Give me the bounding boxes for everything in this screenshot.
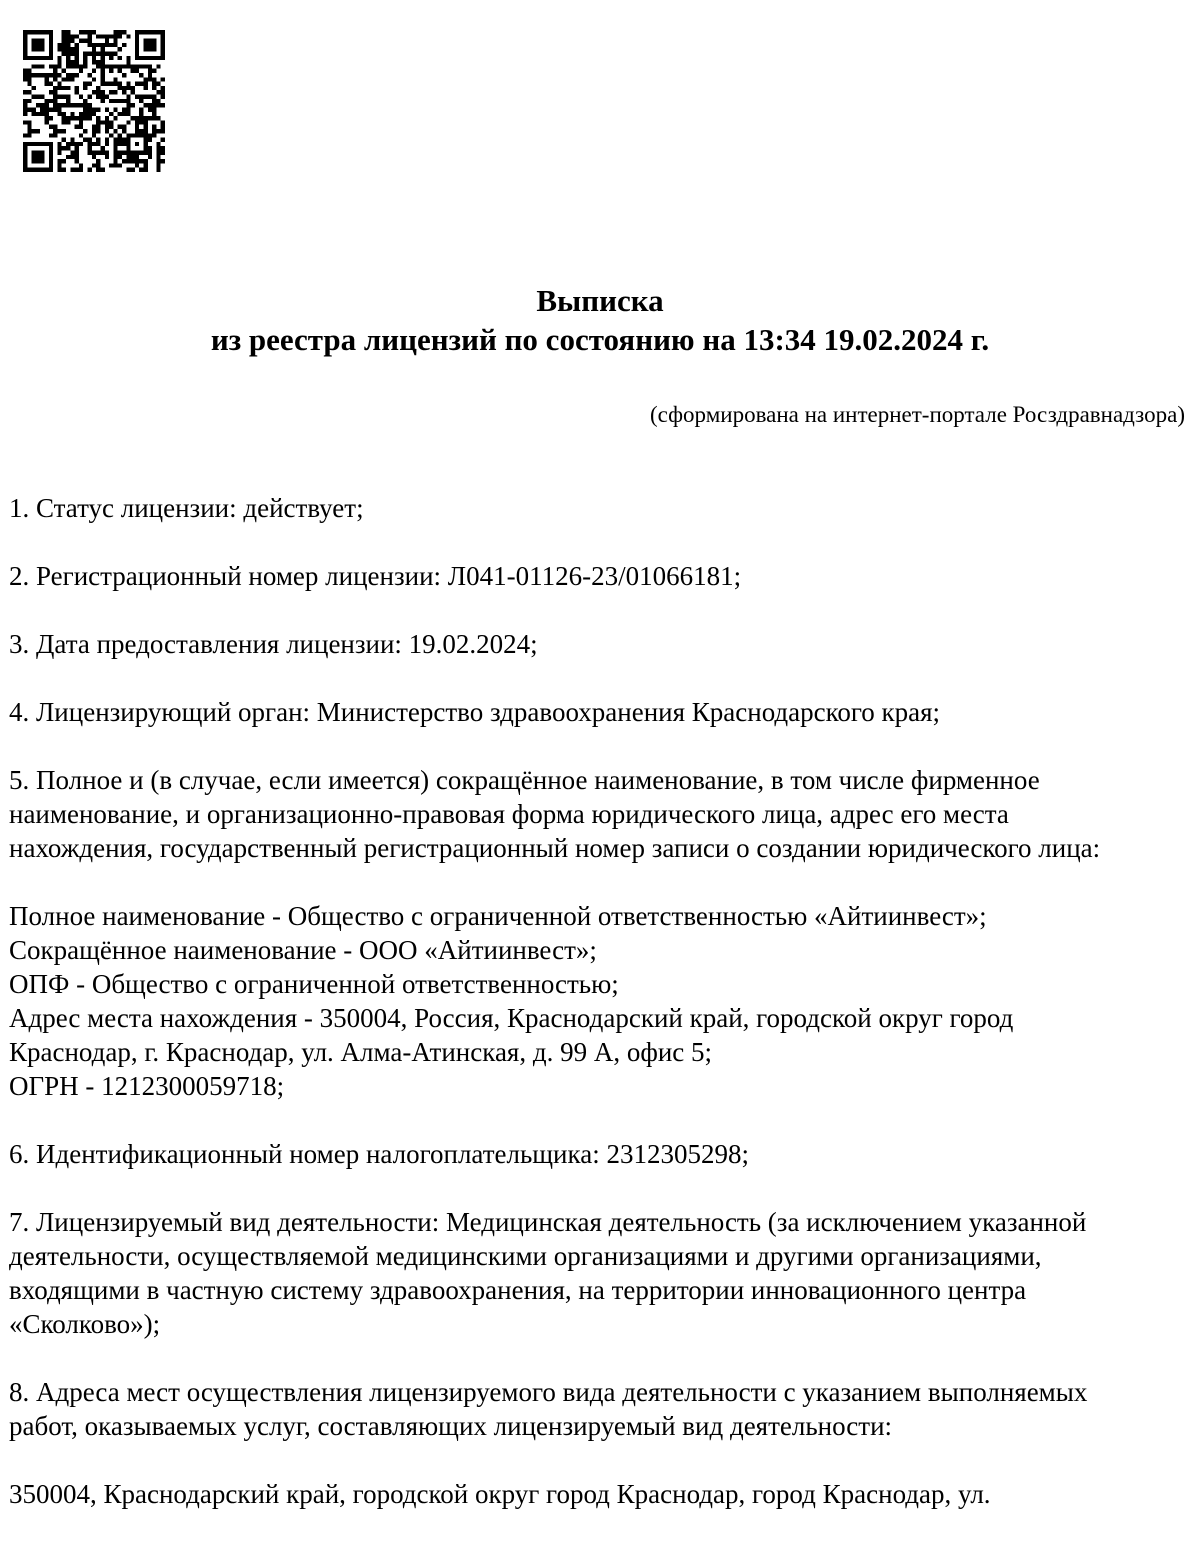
taxpayer-inn-line: 6. Идентификационный номер налогоплательщика: 2312305298; xyxy=(9,1139,749,1169)
qr-code-image xyxy=(23,30,165,172)
org-short-name: Сокращённое наименование - ООО «Айтиинвест»; xyxy=(9,935,597,965)
addresses-heading-line-2: работ, оказываемых услуг, составляющих лицензируемый вид деятельности: xyxy=(9,1411,893,1441)
addresses-heading-line-1: 8. Адреса мест осуществления лицензируемого вида деятельности с указанием выполняемых xyxy=(9,1377,1088,1407)
activity-line-1: 7. Лицензируемый вид деятельности: Медицинская деятельность (за исключением указанной xyxy=(9,1207,1087,1237)
org-heading-line-1: 5. Полное и (в случае, если имеется) сокращённое наименование, в том числе фирменное xyxy=(9,765,1040,795)
org-heading-line-3: нахождения, государственный регистрационный номер записи о создании юридического лица: xyxy=(9,833,1101,863)
licensing-authority-line: 4. Лицензирующий орган: Министерство здравоохранения Краснодарского края; xyxy=(9,697,941,727)
org-section-heading xyxy=(9,763,1159,865)
license-grant-date-line: 3. Дата предоставления лицензии: 19.02.2024; xyxy=(9,629,538,659)
license-status-line: 1. Статус лицензии: действует; xyxy=(9,493,364,523)
org-details-block xyxy=(9,899,1159,1103)
org-address-line-1: Адрес места нахождения - 350004, Россия, Краснодарский край, городской округ город xyxy=(9,1003,1014,1033)
license-reg-number-line: 2. Регистрационный номер лицензии: Л041-01126-23/01066181; xyxy=(9,561,742,591)
licensed-activity-block xyxy=(9,1205,1159,1341)
document-title xyxy=(0,281,1200,359)
activity-line-2: деятельности, осуществляемой медицинскими организациями и другими организациями, xyxy=(9,1241,1042,1271)
org-heading-line-2: наименование, и организационно-правовая форма юридического лица, адрес его места xyxy=(9,799,1009,829)
activity-line-4: «Сколково»); xyxy=(9,1309,161,1339)
title-line-1: Выписка xyxy=(536,283,664,318)
activity-line-3: входящими в частную систему здравоохранения, на территории инновационного центра xyxy=(9,1275,1027,1305)
document-subtitle: (сформирована на интернет-портале Росздравнадзора) xyxy=(650,402,1185,427)
org-address-line-2: Краснодар, г. Краснодар, ул. Алма-Атинская, д. 99 А, офис 5; xyxy=(9,1037,713,1067)
document-body xyxy=(9,491,1159,1511)
org-ogrn: ОГРН - 1212300059718; xyxy=(9,1071,285,1101)
activity-addresses-heading xyxy=(9,1375,1159,1443)
org-legal-form: ОПФ - Общество с ограниченной ответственностью; xyxy=(9,969,619,999)
activity-address-entry: 350004, Краснодарский край, городской округ город Краснодар, город Краснодар, ул. xyxy=(9,1479,991,1509)
org-full-name: Полное наименование - Общество с ограниченной ответственностью «Айтиинвест»; xyxy=(9,901,987,931)
title-line-2: из реестра лицензий по состоянию на 13:34 19.02.2024 г. xyxy=(210,322,990,357)
